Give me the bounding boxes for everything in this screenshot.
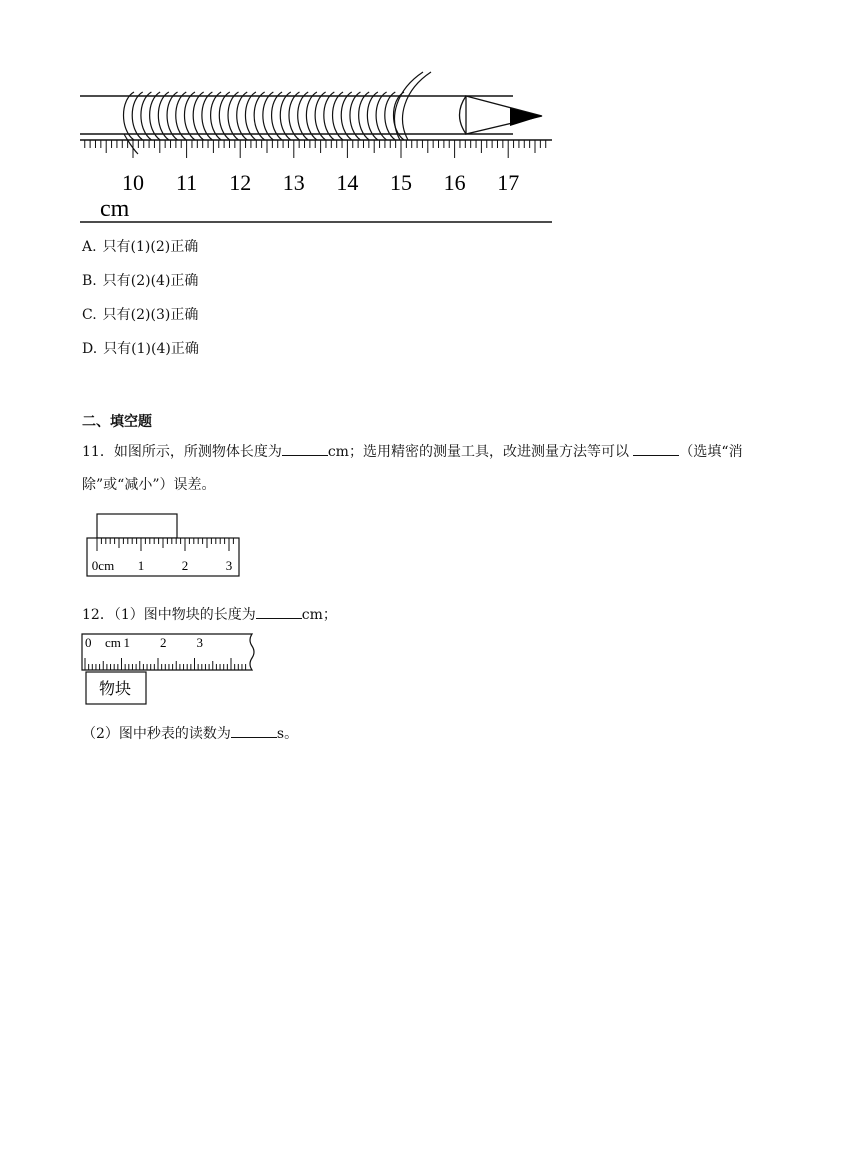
ruler-tick-label: 2 [160, 635, 167, 650]
ruler-tick-label: 2 [181, 558, 189, 573]
ruler-tick-label: 0 [85, 635, 92, 650]
ruler-tick-label: 3 [225, 558, 233, 573]
question-12-part1 [82, 604, 337, 624]
pencil-ruler-drawing [78, 70, 558, 230]
option-b [82, 272, 198, 290]
q11-text-a: 11．如图所示，所测物体长度为 [82, 444, 282, 460]
question-12-part2 [82, 723, 298, 743]
section-title: 二、填空题 [82, 414, 152, 430]
q12-text-a: 12．（1）图中物块的长度为 [82, 607, 256, 623]
question-11-line2: 除”或“减小”）误差。 [82, 477, 216, 493]
coil-wire-end [403, 72, 431, 140]
ruler-tick-label: cm [105, 635, 121, 650]
option-letter: D. [82, 341, 98, 357]
option-letter: B. [82, 273, 97, 289]
ruler-tick-label: 1 [137, 558, 145, 573]
option-letter: C. [82, 307, 97, 323]
ruler-tick-label: 11 [176, 170, 198, 195]
ruler-tick-label: 3 [196, 635, 203, 650]
q12-text-c: （2）图中秒表的读数为 [82, 726, 231, 742]
option-letter: A. [82, 239, 97, 255]
q12-text-b: cm； [301, 607, 337, 623]
q11-blank-choice[interactable] [633, 441, 679, 456]
option-text: 只有(2)(3)正确 [102, 307, 199, 323]
q12-ruler-figure [80, 632, 260, 708]
option-a [82, 238, 198, 256]
q11-ruler-drawing [84, 512, 244, 582]
ruler-tick-label: 1 [123, 635, 130, 650]
ruler-tick-label: 12 [229, 170, 252, 195]
option-text: 只有(2)(4)正确 [102, 273, 199, 289]
ruler-tick-label: 17 [497, 170, 520, 195]
option-d [82, 340, 199, 358]
ruler-tick-label: 10 [122, 170, 144, 195]
question-11-line1 [82, 441, 743, 461]
q11-blank-length[interactable] [282, 441, 328, 456]
pencil-coil-figure [78, 70, 558, 230]
q11-ruler-figure [84, 512, 244, 582]
q11-text-b: cm；选用精密的测量工具，改进测量方法等可以 [327, 444, 634, 460]
ruler-unit-label: cm [100, 196, 130, 222]
ruler-tick-label: 15 [390, 170, 412, 195]
ruler-tick-label: 0cm [91, 558, 115, 573]
q12-text-d: s。 [276, 726, 299, 742]
ruler-tick-label: 16 [443, 170, 466, 195]
q12-ruler-drawing [80, 632, 260, 708]
option-c [82, 306, 198, 324]
ruler-tick-label: 14 [336, 170, 359, 195]
block-label: 物块 [99, 681, 132, 698]
option-text: 只有(1)(2)正确 [102, 239, 199, 255]
q12-blank-length[interactable] [256, 604, 302, 619]
q11-text-c: （选填“消 [679, 444, 743, 460]
q12-blank-stopwatch[interactable] [231, 723, 277, 738]
option-text: 只有(1)(4)正确 [103, 341, 199, 357]
ruler-tick-label: 13 [282, 170, 305, 195]
